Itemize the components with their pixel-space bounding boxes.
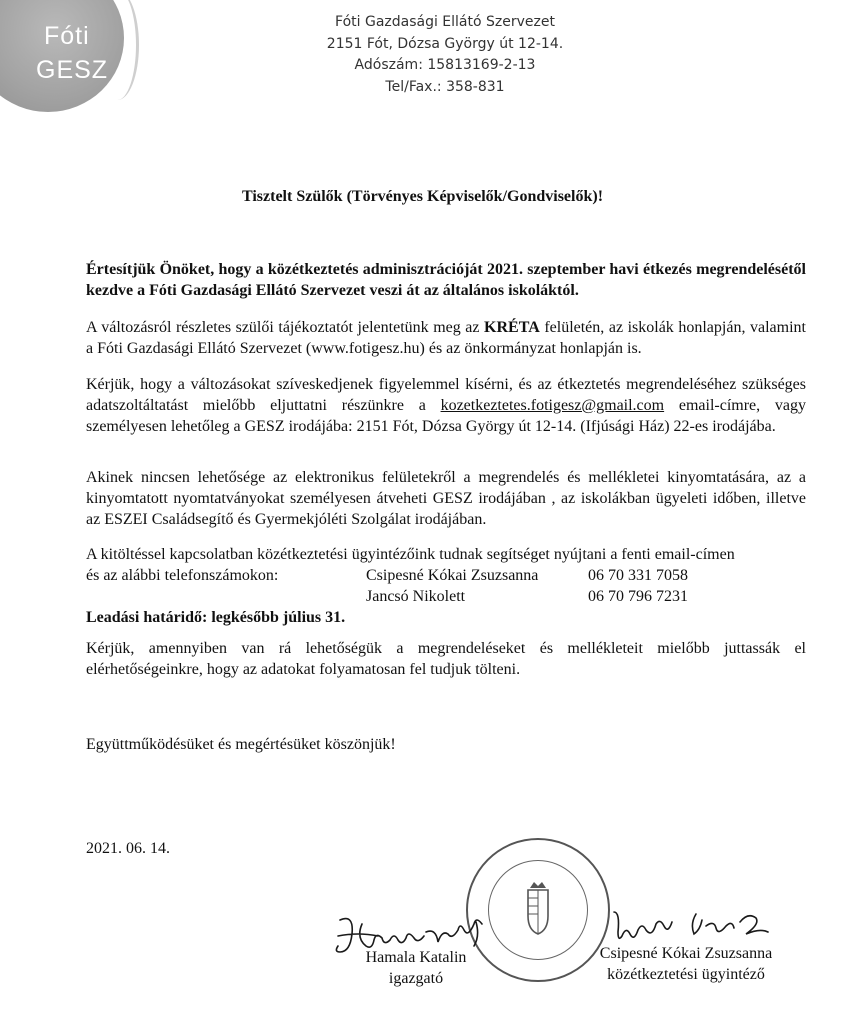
closing-line	[86, 734, 806, 755]
deadline: Leadási határidő: legkésőbb július 31.	[86, 609, 346, 626]
paragraph-submission-before: Kérjük, hogy a változásokat szíveskedjenek figyelemmel kísérni, és az étkeztetés megrendeléséhez szükséges adatszoltáltatást mielőbb eljuttatni részünkre a	[86, 376, 806, 414]
kreta-label: KRÉTA	[484, 319, 540, 336]
org-phone: Tel/Fax.: 358-831	[385, 78, 505, 95]
paragraph-request-text: Kérjük, amennyiben van rá lehetőségük a megrendeléseket és mellékleteit mielőbb juttassák el elérhetőségeinkre, hogy az adatokat folyamatosan fel tudjuk tölteni.	[86, 640, 806, 678]
signer-title: igazgató	[388, 970, 444, 987]
date-text: 2021. 06. 14.	[86, 840, 170, 857]
logo-ring-decoration	[96, 0, 139, 100]
contact-name: Jancsó Nikolett	[366, 588, 466, 605]
signer-title: közétkeztetési ügyintéző	[607, 966, 765, 983]
intro-paragraph	[86, 259, 806, 301]
paragraph-kreta-before: A változásról részletes szülői tájékoztatót jelentetünk meg az	[86, 319, 485, 336]
signer-name: Hamala Katalin	[365, 949, 467, 966]
contact-row	[86, 586, 806, 607]
letter-date	[86, 838, 806, 859]
salutation: Tisztelt Szülők (Törvényes Képviselők/Gondviselők)!	[241, 188, 604, 205]
contacts-intro: A kitöltéssel kapcsolatban közétkeztetési ügyintézőink tudnak segítséget nyújtani a fenti email-címen	[86, 546, 735, 563]
org-address: 2151 Fót, Dózsa György út 12-14.	[326, 35, 564, 52]
signature-block-left	[356, 947, 476, 989]
signer-name: Csipesné Kókai Zsuzsanna	[599, 945, 773, 962]
contact-phone: 06 70 796 7231	[588, 588, 688, 605]
logo-text-line1: Fóti	[44, 22, 90, 50]
contacts-phone-label: és az alábbi telefonszámokon:	[86, 567, 279, 584]
signature-block-right	[586, 943, 786, 985]
contact-phone: 06 70 331 7058	[588, 567, 688, 584]
paragraph-print	[86, 467, 806, 530]
paragraph-kreta	[86, 317, 806, 359]
closing-text: Együttműködésüket és megértésüket köszönjük!	[86, 736, 396, 753]
paragraph-contacts	[86, 544, 806, 628]
contact-name: Csipesné Kókai Zsuzsanna	[366, 567, 539, 584]
intro-text: Értesítjük Önöket, hogy a közétkeztetés adminisztrációját 2021. szeptember havi étkezés megrendelésétől kezdve a Fóti Gazdasági Ellátó Szervezet veszi át az általános iskoláktól.	[86, 261, 806, 299]
letterhead	[270, 12, 620, 98]
org-tax-number: Adószám: 15813169-2-13	[354, 57, 536, 73]
email-link[interactable]: kozetkeztetes.fotigesz@gmail.com	[440, 397, 665, 414]
paragraph-kreta-after: felületén, az iskolák honlapján, valamint a Fóti Gazdasági Ellátó Szervezet (www.fotigesz.hu) és az önkormányzat honlapján is.	[86, 319, 806, 357]
contact-row	[86, 565, 806, 586]
logo-text-line2: GESZ	[36, 56, 109, 84]
paragraph-submission-after: email-címre, vagy személyesen lehetőleg a GESZ irodájába: 2151 Fót, Dózsa György út 12-14. (Ifjúsági Ház) 22-es irodájába.	[86, 397, 807, 435]
paragraph-request	[86, 638, 806, 680]
paragraph-print-text: Akinek nincsen lehetősége az elektronikus felületekről a megrendelés és mellékletei kinyomtatására, az a kinyomtatott nyomtatványokat személyesen átveheti GESZ irodájában , az iskolákban ügyeleti időben, illetve az ESZEI Családsegítő és Gyermekjóléti Szolgálat irodájában.	[86, 469, 806, 528]
paragraph-submission	[86, 374, 806, 437]
org-name: Fóti Gazdasági Ellátó Szervezet	[335, 14, 555, 30]
signature-csipesne	[606, 906, 786, 946]
